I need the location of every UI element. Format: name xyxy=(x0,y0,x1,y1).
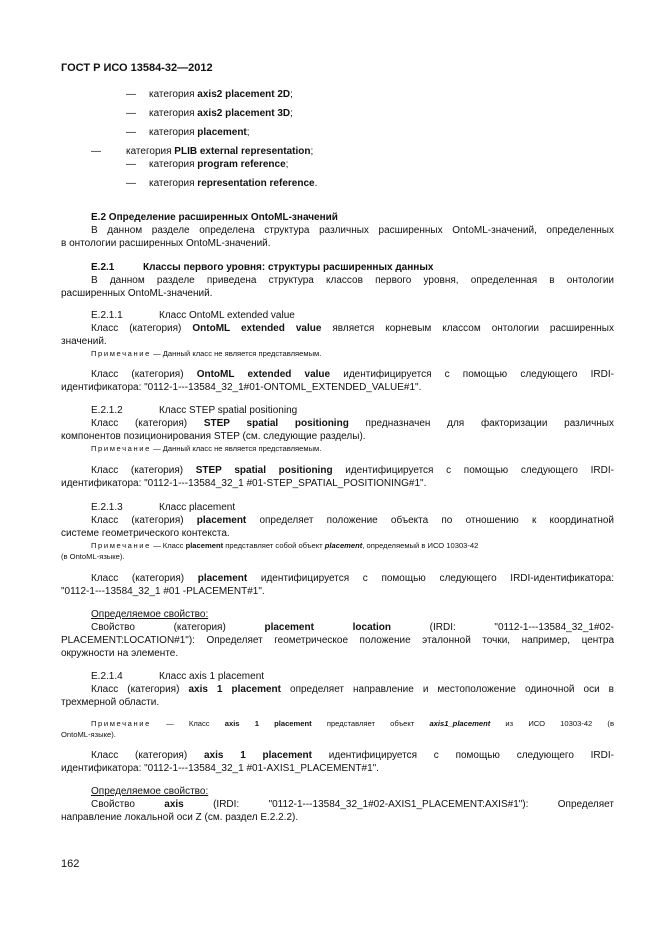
paragraph-line: Свойство axis (IRDI: "0112-1---13584_32_1#02-AXIS1_PLACEMENT:AXIS#1"): Определяет xyxy=(91,799,614,810)
document-header: ГОСТ Р ИСО 13584-32—2012 xyxy=(61,62,213,74)
paragraph-line: направление локальной оси Z (см. раздел E.2.2.2). xyxy=(61,812,299,823)
paragraph-line: идентификатора: "0112-1---13584_32_1#01-ONTOML_EXTENDED_VALUE#1". xyxy=(61,382,422,393)
clause-heading: E.2.1.2 Класс STEP spatial positioning xyxy=(91,405,298,416)
note: Примечание — Класс axis 1 placement представляет объект axis1_placement из ИСО 10303-42 (в xyxy=(91,719,614,728)
note-line: (в OntoML-языке). xyxy=(61,552,125,561)
list-item: категория placement; xyxy=(149,127,250,138)
paragraph-line: Класс (категория) axis 1 placement определяет направление и местоположение одиночной оси в xyxy=(91,684,614,695)
paragraph-line: PLACEMENT:LOCATION#1"): Определяет геометрическое положение эталонной точки, например, центра xyxy=(61,635,614,646)
note-line: OntoML-языке). xyxy=(61,730,116,739)
paragraph-line: окружности на элементе. xyxy=(61,648,179,659)
paragraph-line: Класс (категория) STEP spatial positioning идентифицируется с помощью следующего IRDI- xyxy=(91,465,614,476)
list-dash: — xyxy=(91,146,101,157)
paragraph-line: Класс (категория) axis 1 placement идентифицируется с помощью следующего IRDI- xyxy=(91,750,614,761)
note: Примечание — Класс placement представляет собой объект placement, определяемый в ИСО 10303-42 xyxy=(91,541,479,550)
list-item: категория axis2 placement 3D; xyxy=(149,108,293,119)
paragraph-line: В данном разделе приведена структура классов первого уровня, определенная в онтологии xyxy=(91,275,614,286)
list-dash: — xyxy=(126,108,136,119)
list-item: категория representation reference. xyxy=(149,178,318,189)
list-dash: — xyxy=(126,127,136,138)
list-item: категория PLIB external representation; xyxy=(126,146,314,157)
paragraph-line: Свойство (категория) placement location (IRDI: "0112-1---13584_32_1#02- xyxy=(91,622,614,633)
paragraph-line: системе геометрического контекста. xyxy=(61,528,230,539)
section-heading: E.2 Определение расширенных OntoML-значений xyxy=(91,212,338,223)
list-item: категория axis2 placement 2D; xyxy=(149,89,293,100)
clause-heading: E.2.1.1 Класс OntoML extended value xyxy=(91,310,295,321)
paragraph-line: Класс (категория) placement идентифицируется с помощью следующего IRDI-идентификатора: xyxy=(91,573,614,584)
note: Примечание — Данный класс не является представляемым. xyxy=(91,444,322,453)
paragraph-line: идентификатора: "0112-1---13584_32_1 #01-AXIS1_PLACEMENT#1". xyxy=(61,763,379,774)
list-item: категория program reference; xyxy=(149,159,289,170)
paragraph-line: трехмерной области. xyxy=(61,697,160,708)
list-dash: — xyxy=(126,159,136,170)
paragraph-line: Класс (категория) placement определяет положение объекта по отношению к координатной xyxy=(91,515,614,526)
paragraph-line: Класс (категория) STEP spatial positioning предназначен для факторизации различных xyxy=(91,418,614,429)
list-dash: — xyxy=(126,178,136,189)
list-dash: — xyxy=(126,89,136,100)
page-number: 162 xyxy=(61,858,80,870)
property-heading: Определяемое свойство: xyxy=(91,786,209,797)
paragraph-line: значений. xyxy=(61,336,107,347)
paragraph-line: компонентов позиционирования STEP (см. следующие разделы). xyxy=(61,431,366,442)
paragraph-line: Класс (категория) OntoML extended value является корневым классом онтологии расширенных xyxy=(91,323,614,334)
paragraph-line: в онтологии расширенных OntoML-значений. xyxy=(61,238,271,249)
paragraph-line: расширенных OntoML-значений. xyxy=(61,288,213,299)
property-heading: Определяемое свойство: xyxy=(91,609,209,620)
paragraph-line: идентификатора: "0112-1---13584_32_1 #01-STEP_SPATIAL_POSITIONING#1". xyxy=(61,478,427,489)
clause-heading: E.2.1.3 Класс placement xyxy=(91,502,236,513)
clause-heading: E.2.1.4 Класс axis 1 placement xyxy=(91,671,265,682)
paragraph-line: "0112-1---13584_32_1 #01 -PLACEMENT#1". xyxy=(61,586,265,597)
subsection-heading: E.2.1 Классы первого уровня: структуры расширенных данных xyxy=(91,262,434,273)
paragraph-line: В данном разделе определена структура различных расширенных OntoML-значений, определенных xyxy=(91,225,614,236)
note: Примечание — Данный класс не является представляемым. xyxy=(91,349,322,358)
paragraph-line: Класс (категория) OntoML extended value идентифицируется с помощью следующего IRDI- xyxy=(91,369,614,380)
